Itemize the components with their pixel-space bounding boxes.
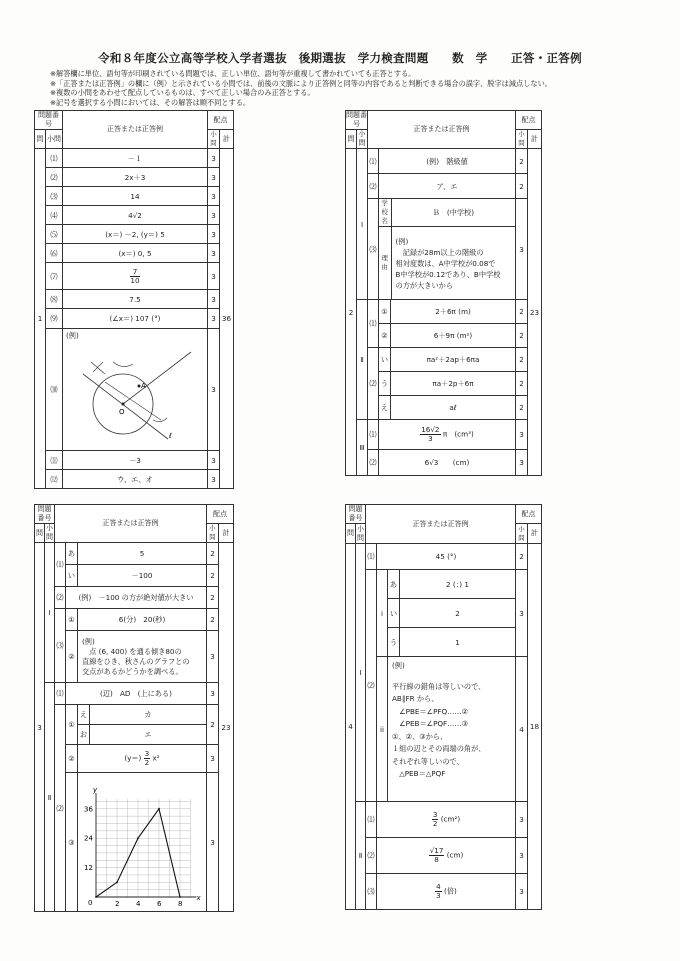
q4-part-i: i (377, 570, 388, 657)
q4-answer: 2 (：) 1 (400, 570, 516, 599)
q2-part-2: Ⅱ (357, 300, 368, 420)
header-mon: 問 (346, 524, 356, 544)
header-mondai-bango: 問題番号 (346, 505, 366, 524)
frac-num: 16√2 (421, 425, 440, 434)
q2-points: 2 (516, 372, 528, 396)
q1-points: 3 (208, 168, 220, 187)
q4-answer-fraction (377, 838, 516, 874)
header-seito: 正答または正答例 (63, 111, 208, 149)
arc-mark-3 (153, 418, 167, 422)
q4-part-2: Ⅱ (356, 802, 366, 910)
q1-sub: ⑻ (46, 290, 63, 309)
q4-total: 18 (528, 544, 542, 910)
reason-line: (例) (395, 236, 409, 246)
answer-line: 交点があるかどうかを調べる。 (82, 666, 183, 676)
proof-line: 平行線の錯角は等しいので、 (392, 681, 486, 691)
q1-points: 3 (208, 329, 220, 451)
x-tick-label: 6 (157, 900, 162, 908)
unit: (cm) (446, 850, 464, 860)
q4-points: 3 (516, 874, 528, 910)
frac-den: 10 (130, 275, 140, 285)
arc-mark-1 (91, 362, 105, 374)
q1-points: 3 (208, 263, 220, 290)
q3-item: ② (66, 631, 78, 683)
q2-sub: ⑴ (368, 420, 379, 450)
q1-answer: 7.5 (63, 290, 208, 309)
header-haiten-shomon: 小問 (516, 130, 528, 149)
frac-num: 4 (436, 882, 441, 891)
proof-line: ∠PEB＝∠PQF……③ (392, 719, 469, 728)
q3-sub: ⑴ (55, 683, 66, 705)
line-l (83, 374, 168, 439)
header-kei: 計 (220, 130, 234, 149)
q1-answer: －3 (63, 451, 208, 470)
proof-line: ∠PBE＝∠PFQ……② (392, 706, 469, 716)
q3-item: ② (66, 745, 78, 773)
q1-points: 3 (208, 206, 220, 225)
table-q3 (34, 504, 234, 912)
q2-points: 3 (516, 450, 528, 476)
q1-sub: ⑿ (46, 470, 63, 489)
q3-sub: ⑴ (55, 543, 66, 587)
frac-den: 2 (432, 819, 438, 828)
arc-mark-2 (113, 362, 133, 367)
q3-answer: カ (90, 705, 207, 725)
q4-item: あ (388, 570, 400, 599)
q3-subitem: え (78, 705, 90, 725)
y-tick-label: 12 (84, 864, 93, 873)
q3-points: 3 (207, 773, 219, 912)
header-haiten: 配点 (516, 111, 542, 130)
frac-den: 3 (436, 891, 441, 900)
y-tick-label: 36 (84, 805, 93, 814)
q3-answer: エ (90, 725, 207, 745)
q1-construction-figure (63, 329, 208, 451)
table-q1 (34, 110, 234, 489)
q2-total: 23 (528, 149, 542, 476)
q1-answer: ウ、エ、オ (63, 470, 208, 489)
q1-sub: ⑴ (46, 149, 63, 168)
reason-answer (391, 227, 515, 300)
q2-item: う (379, 372, 391, 396)
q3-item: あ (66, 543, 78, 565)
q3-points: 3 (207, 745, 219, 773)
q3-answer: (辺) AD (上にある) (66, 683, 207, 705)
q1-sub: ⑼ (46, 309, 63, 329)
tangent-line (123, 352, 191, 404)
frac-num: 3 (432, 810, 438, 819)
q1-answer: 4√2 (63, 206, 208, 225)
header-shomon: 小問 (358, 130, 366, 147)
header-haiten-shomon: 小問 (207, 524, 219, 543)
q3-item: ③ (66, 773, 78, 912)
header-seito: 正答または正答例 (366, 505, 516, 544)
q3-graph-cell (78, 773, 207, 912)
header-haiten: 配点 (207, 505, 234, 524)
header-kei: 計 (219, 524, 234, 543)
frac-den: 8 (434, 855, 439, 864)
q2-points: 2 (516, 324, 528, 348)
q2-answer: 6√3 (cm) (379, 450, 516, 476)
data-point (179, 896, 181, 898)
q1-points: 3 (208, 470, 220, 489)
q4-part-1: Ⅰ (356, 544, 366, 802)
x-tick-label: 4 (136, 900, 141, 908)
answer-line: (例) (82, 636, 95, 646)
q4-sub: ⑵ (366, 838, 377, 874)
q1-points: 3 (208, 187, 220, 206)
header-mondai-bango: 問題番号 (35, 505, 55, 524)
q3-part-1: Ⅰ (45, 543, 55, 683)
q2-answer: 6＋9π (m²) (391, 324, 516, 348)
q4-points: 4 (516, 657, 528, 802)
q3-points: 2 (207, 705, 219, 745)
q2-sub: ⑶ (368, 199, 379, 300)
q3-answer-multiline (78, 631, 207, 683)
page-title: 令和８年度公立高等学校入学者選抜 後期選抜 学力検査問題 数 学 正答・正答例 (98, 51, 582, 65)
school-answer: Ｂ (中学校) (391, 199, 515, 227)
x-axis-label: x (196, 894, 201, 902)
label-reason: 理由 (379, 227, 391, 300)
header-shomon: 小問 (46, 130, 63, 149)
label-o: O (119, 408, 125, 416)
reason-line: 記録が28m以上の階級の (395, 247, 484, 257)
construction-diagram (63, 342, 208, 442)
q2-points: 2 (516, 149, 528, 174)
reason-line: の方が大きいから (395, 280, 454, 290)
q2-points: 2 (516, 396, 528, 420)
q2-sub: ⑴ (368, 149, 379, 174)
header-shomon: 小問 (357, 524, 364, 542)
q3-part-2: Ⅱ (45, 683, 55, 912)
q4-number: 4 (346, 544, 356, 910)
frac-den: 2 (144, 758, 150, 767)
q3-number: 3 (35, 543, 45, 912)
q4-answer: 45 (°) (377, 544, 516, 570)
label-a: A (141, 382, 146, 390)
proof-line: １組の辺とその両端の角が、 (392, 744, 486, 753)
q3-sub: ⑶ (55, 609, 66, 683)
q3-item: ① (66, 609, 78, 631)
q2-sub: ⑴ (368, 300, 379, 348)
q1-answer: 2x＋3 (63, 168, 208, 187)
q3-item: い (66, 565, 78, 587)
header-kei: 計 (528, 524, 542, 544)
q1-answer: －１ (63, 149, 208, 168)
answer-graph (78, 773, 207, 909)
q3-answer-formula (78, 745, 207, 773)
label-l: ℓ (169, 432, 172, 440)
header-mon: 問 (35, 130, 46, 149)
q4-answer-fraction (377, 874, 516, 910)
q2-number: 2 (346, 149, 357, 476)
q3-item: ① (66, 705, 78, 745)
label-school: 学校名 (379, 199, 391, 227)
q4-sub: ⑴ (366, 802, 377, 838)
notes (50, 69, 670, 107)
q2-answer: πa＋2p＋6π (391, 372, 516, 396)
q4-proof (388, 657, 516, 802)
q3-points: 3 (207, 683, 219, 705)
q1-answer: 14 (63, 187, 208, 206)
q1-sub: ⑸ (46, 225, 63, 244)
header-mon: 問 (346, 130, 357, 149)
q2-sub: ⑵ (368, 174, 379, 199)
q4-answer: 2 (400, 599, 516, 628)
formula-pre: (y＝) (124, 753, 142, 763)
q1-answer: (x＝) 0, 5 (63, 244, 208, 263)
q3-answer: (例) －100 の方が絶対値が大きい (66, 587, 207, 609)
note-4: ※記号を選択する小問においては、その解答は順不同とする。 (50, 97, 251, 107)
q2-answer: (例) 階級値 (379, 149, 516, 174)
q3-answer: 5 (78, 543, 207, 565)
note-1: ※解答欄に単位、語句等が印刷されている問題では、正しい単位、語句等が重複して書かれていても正答とする。 (50, 69, 416, 78)
q1-sub: ⑽ (46, 329, 63, 451)
reason-line: B中学校が0.12であり、B中学校 (395, 269, 501, 279)
q2-sub: ⑵ (368, 348, 379, 420)
q1-sub: ⑾ (46, 451, 63, 470)
proof-line: ①、②、③から、 (392, 731, 448, 741)
q2-item: ② (379, 324, 391, 348)
q4-points: 3 (516, 802, 528, 838)
header-seito: 正答または正答例 (368, 111, 516, 149)
q4-points: 3 (516, 838, 528, 874)
q2-item: ① (379, 300, 391, 324)
frac-den: 3 (428, 434, 433, 443)
point-o (122, 403, 125, 406)
q1-sub: ⑷ (46, 206, 63, 225)
q3-points: 2 (207, 609, 219, 631)
proof-line: (例) (392, 661, 405, 670)
header-seito: 正答または正答例 (55, 505, 207, 543)
q1-sub: ⑺ (46, 263, 63, 290)
y-tick-label: 24 (84, 834, 93, 843)
q4-points: 2 (516, 544, 528, 570)
header-mondai-bango: 問題番号 (346, 111, 367, 128)
frac-num: 3 (144, 749, 150, 758)
reason-line: 相対度数は、A中学校が0.08で (395, 258, 496, 268)
q4-answer-fraction (377, 802, 516, 838)
q3-sub: ⑵ (55, 705, 66, 912)
header-haiten: 配点 (516, 505, 542, 524)
data-point (137, 837, 139, 839)
proof-line (392, 673, 515, 681)
data-point (116, 881, 118, 883)
q4-points: 3 (516, 570, 528, 657)
q2-answer-fraction (379, 420, 516, 450)
formula-post: x² (152, 753, 160, 763)
q2-school-reason (379, 199, 516, 300)
header-haiten-shomon: 小問 (208, 130, 220, 149)
table-q4 (345, 504, 542, 910)
q1-sub: ⑵ (46, 168, 63, 187)
header-mon: 問 (35, 524, 45, 543)
q1-answer: (∠x＝) 107 (°) (63, 309, 208, 329)
note-3: ※複数の小問をあわせて配点しているものは、すべて正しい場合のみ正答とする。 (50, 88, 315, 98)
q4-item: う (388, 628, 400, 657)
q1-points: 3 (208, 225, 220, 244)
proof-line: AB∥FR から、 (392, 694, 439, 703)
q3-points: 2 (207, 565, 219, 587)
proof-line: それぞれ等しいので、 (392, 756, 464, 766)
q2-points: 2 (516, 348, 528, 372)
q2-item: い (379, 348, 391, 372)
unit: (cm²) (440, 814, 461, 824)
x-tick-label: 2 (115, 900, 120, 908)
q2-answer: 2＋6π (m) (391, 300, 516, 324)
header-kei: 計 (528, 130, 542, 149)
answer-line: 点 (6, 400) を通る傾き80の (82, 646, 182, 656)
origin-label: 0 (88, 899, 93, 907)
q1-example-label: (例) (66, 331, 79, 340)
q2-inner-table (379, 199, 515, 299)
q1-answer: (x＝) －2, (y＝) 5 (63, 225, 208, 244)
header-shomon: 小問 (46, 524, 53, 541)
q3-total: 23 (219, 543, 234, 912)
q1-points: 3 (208, 244, 220, 263)
q4-part-ii: ii (377, 657, 388, 802)
q1-points: 3 (208, 149, 220, 168)
q2-points: 2 (516, 174, 528, 199)
header-haiten: 配点 (208, 111, 234, 130)
answer-line: 直線をひき、秋さんのグラフとの (82, 656, 190, 666)
q2-item: え (379, 396, 391, 420)
frac-num: √17 (429, 846, 444, 855)
q2-answer: ア、エ (379, 174, 516, 199)
frac-num: 7 (130, 268, 139, 277)
proof-line: △PEB＝△PQF (392, 769, 446, 778)
unit: (倍) (444, 886, 457, 896)
q1-points: 3 (208, 451, 220, 470)
data-point (158, 808, 160, 810)
q4-item: い (388, 599, 400, 628)
data-point (95, 896, 97, 898)
q1-points: 3 (208, 309, 220, 329)
q1-answer-fraction (63, 263, 208, 290)
q3-points: 2 (207, 587, 219, 609)
q3-points: 2 (207, 543, 219, 565)
q4-answer: 1 (400, 628, 516, 657)
q4-sub: ⑴ (366, 544, 377, 570)
q2-sub: ⑵ (368, 450, 379, 476)
note-2: ※「正答または正答例」の欄に（例）と示されている小問では、前後の文脈により正答例と同等の内容であると判断できる場合の誤字、脱字は減点しない。 (50, 78, 552, 88)
q1-sub: ⑹ (46, 244, 63, 263)
q2-points: 3 (516, 420, 528, 450)
q3-subitem: お (78, 725, 90, 745)
q2-answer: πa²＋2ap＋6πa (391, 348, 516, 372)
unit: π (cm³) (442, 429, 474, 439)
header-mondai-bango: 問題番号 (35, 111, 63, 130)
q2-points: 2 (516, 300, 528, 324)
q4-sub: ⑵ (366, 570, 377, 802)
q2-answer: aℓ (391, 396, 516, 420)
table-q2 (345, 110, 542, 476)
q2-part-1: Ⅰ (357, 149, 368, 300)
q3-answer: －100 (78, 565, 207, 587)
q2-part-3: Ⅲ (357, 420, 368, 476)
q1-points: 3 (208, 290, 220, 309)
q1-number: 1 (35, 149, 46, 489)
q3-sub: ⑵ (55, 587, 66, 609)
x-tick-label: 8 (178, 900, 183, 908)
q4-sub: ⑶ (366, 874, 377, 910)
q1-sub: ⑶ (46, 187, 63, 206)
y-axis-label: y (93, 786, 98, 794)
header-haiten-shomon: 小問 (516, 524, 528, 544)
q3-answer: 6(分) 20(秒) (78, 609, 207, 631)
q1-total: 36 (220, 149, 234, 489)
q3-points: 3 (207, 631, 219, 683)
q2-points: 3 (516, 199, 528, 300)
